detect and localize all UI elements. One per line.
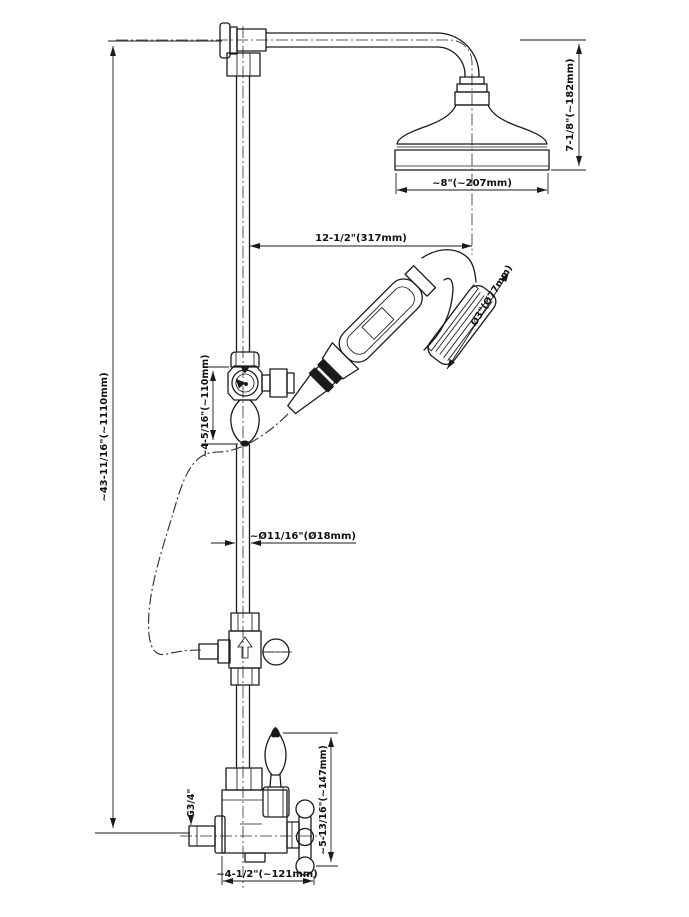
wall-flange-and-arm [220,23,479,77]
centerlines [116,26,472,888]
dim-diverter-height [200,354,238,457]
inlet-thread-callout [186,789,197,825]
dim-riser-pipe [211,530,356,543]
dim-head-drop-label: 7-1/8"(~182mm) [565,58,576,152]
dim-overall-height-label: ~43-11/16"(~1110mm) [99,372,110,502]
dim-valve-height-label: ~5-13/16"(~147mm) [318,745,329,855]
dim-arm-length [250,233,472,246]
dim-valve-width [216,856,318,885]
dim-riser-pipe-label: ~Ø11/16"(Ø18mm) [250,531,356,542]
dim-head-width-label: ~8"(~207mm) [432,178,512,189]
dim-arm-length-label: 12-1/2"(317mm) [315,233,407,244]
inlet-thread-label: G3/4" [186,788,197,818]
riser-pipe [227,53,260,768]
thermostatic-valve [189,727,314,875]
dim-diverter-height-label: ~4-5/16"(~110mm) [200,354,211,458]
dim-valve-width-label: ~4-1/2"(~121mm) [216,869,318,880]
diverter-assembly [228,352,294,446]
dim-handset-face-label: Ø3"(Ø77mm) [468,263,515,329]
hand-shower [279,250,500,423]
hose-connector [199,613,289,685]
